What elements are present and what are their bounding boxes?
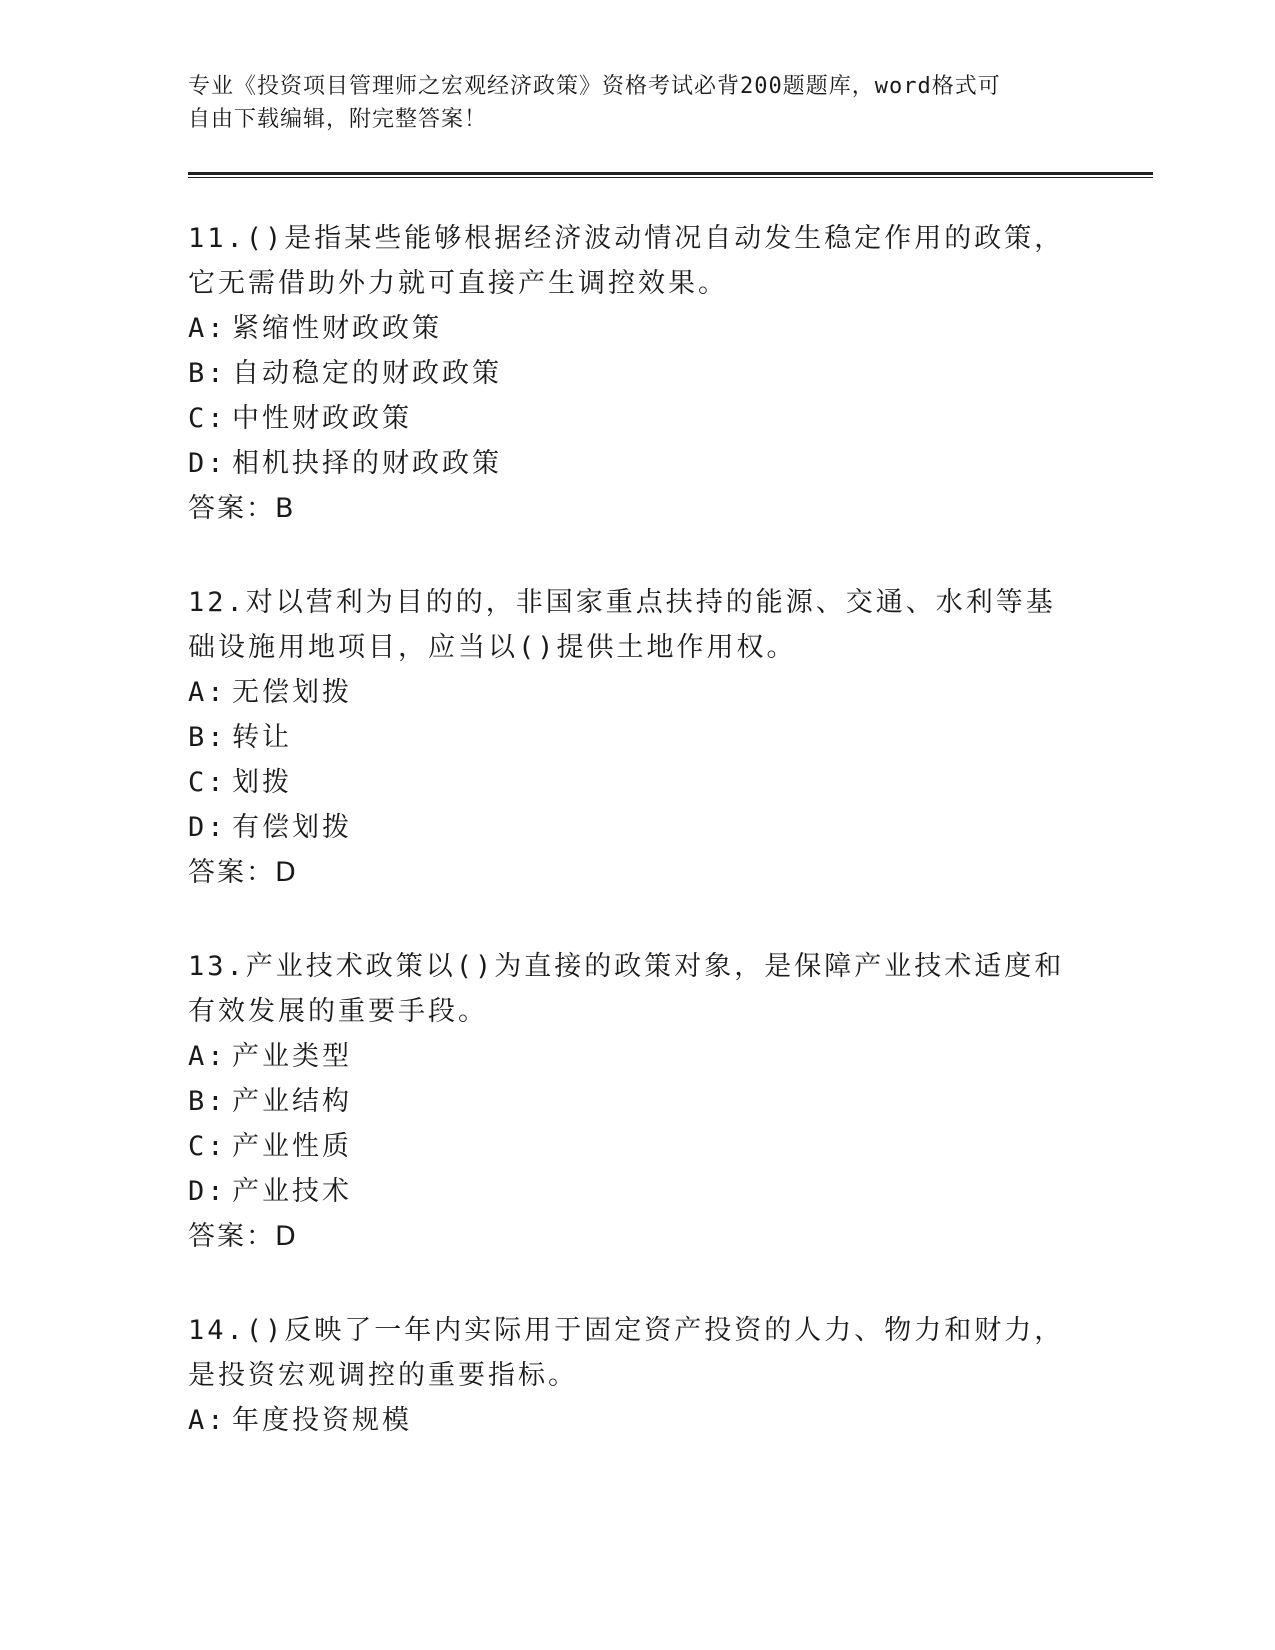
option-letter: D: — [188, 812, 227, 843]
option-text: 无偿划拨 — [232, 677, 352, 708]
answer-label: 答案： — [188, 857, 275, 888]
option-letter: C: — [188, 403, 227, 434]
option-letter: C: — [188, 767, 227, 798]
answer-label: 答案： — [188, 493, 275, 524]
option-letter: D: — [188, 448, 227, 479]
option-c — [188, 396, 1153, 441]
option-text: 转让 — [232, 722, 292, 753]
option-text: 年度投资规模 — [232, 1405, 412, 1436]
option-a — [188, 670, 1153, 715]
option-a — [188, 1034, 1153, 1079]
option-text: 有偿划拨 — [232, 812, 352, 843]
option-letter: A: — [188, 677, 227, 708]
question-list — [188, 216, 1153, 1443]
question-stem: 13.产业技术政策以()为直接的政策对象，是保障产业技术适度和有效发展的重要手段。 — [188, 951, 1065, 1027]
option-letter: C: — [188, 1131, 227, 1162]
answer-value: B — [275, 493, 294, 524]
question-stem: 11.()是指某些能够根据经济波动情况自动发生稳定作用的政策，它无需借助外力就可直接产生调控效果。 — [188, 223, 1065, 299]
option-b — [188, 1079, 1153, 1124]
option-a — [188, 306, 1153, 351]
question-13 — [188, 944, 1153, 1260]
option-b — [188, 351, 1153, 396]
answer-line — [188, 486, 1153, 532]
option-text: 产业结构 — [232, 1086, 352, 1117]
option-text: 相机抉择的财政政策 — [232, 448, 502, 479]
option-text: 产业技术 — [232, 1176, 352, 1207]
option-c — [188, 760, 1153, 805]
option-text: 紧缩性财政政策 — [232, 313, 442, 344]
document-page — [188, 70, 1153, 1491]
option-letter: A: — [188, 1041, 227, 1072]
answer-line — [188, 1214, 1153, 1260]
question-stem: 12.对以营利为目的的，非国家重点扶持的能源、交通、水利等基础设施用地项目，应当以()提供土地作用权。 — [188, 587, 1056, 663]
option-d — [188, 805, 1153, 850]
answer-value: D — [275, 857, 296, 888]
option-c — [188, 1124, 1153, 1169]
question-stem: 14.()反映了一年内实际用于固定资产投资的人力、物力和财力，是投资宏观调控的重要指标。 — [188, 1315, 1065, 1391]
option-d — [188, 1169, 1153, 1214]
option-b — [188, 715, 1153, 760]
answer-line — [188, 850, 1153, 896]
option-letter: B: — [188, 358, 227, 389]
question-14 — [188, 1308, 1153, 1443]
option-text: 产业性质 — [232, 1131, 352, 1162]
header-line-1: 专业《投资项目管理师之宏观经济政策》资格考试必背200题题库，word格式可 — [188, 74, 1001, 99]
option-text: 产业类型 — [232, 1041, 352, 1072]
option-text: 划拨 — [232, 767, 292, 798]
header-line-2: 自由下载编辑，附完整答案！ — [188, 107, 488, 132]
question-12 — [188, 580, 1153, 896]
option-d — [188, 441, 1153, 486]
option-letter: B: — [188, 722, 227, 753]
option-letter: D: — [188, 1176, 227, 1207]
option-text: 自动稳定的财政政策 — [232, 358, 502, 389]
document-header — [188, 70, 1068, 136]
header-divider — [188, 172, 1153, 178]
answer-label: 答案： — [188, 1221, 275, 1252]
question-11 — [188, 216, 1153, 532]
option-letter: A: — [188, 1405, 227, 1436]
option-a — [188, 1398, 1153, 1443]
option-letter: B: — [188, 1086, 227, 1117]
option-letter: A: — [188, 313, 227, 344]
option-text: 中性财政政策 — [232, 403, 412, 434]
answer-value: D — [275, 1221, 296, 1252]
